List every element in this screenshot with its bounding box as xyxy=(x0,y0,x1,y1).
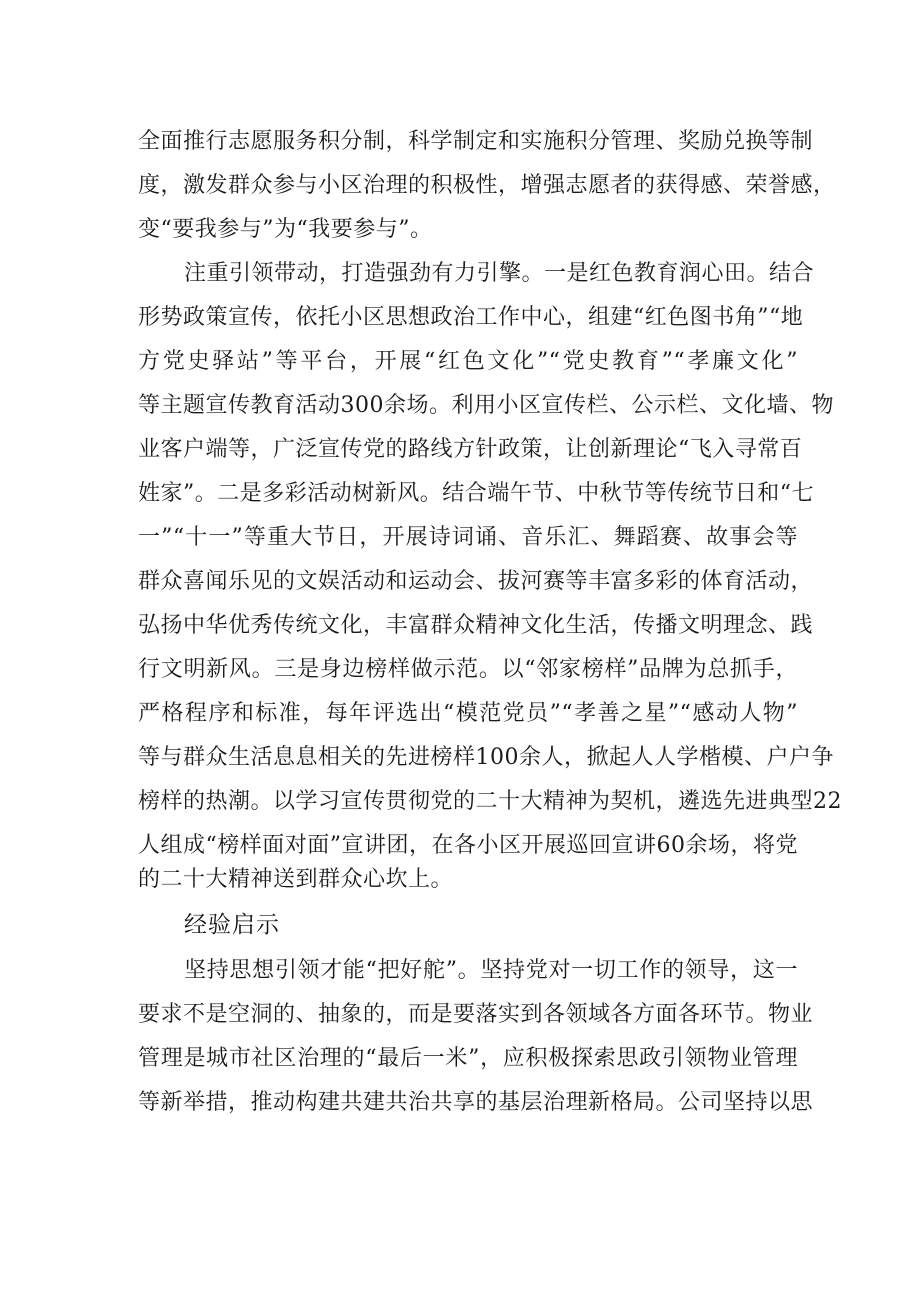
paragraph-3-line-4: 等新举措，推动构建共建共治共享的基层治理新格局。公司坚持以思 xyxy=(138,1090,814,1115)
paragraph-2-line-11: 严格程序和标准，每年评选出“模范党员”“孝善之星”“感动人物” xyxy=(138,701,798,726)
paragraph-2-line-1: 注重引领带动，打造强劲有力引擎。一是红色教育润心田。结合 xyxy=(184,261,815,286)
paragraph-2-line-7: 一”“十一”等重大节日，开展诗词诵、音乐汇、舞蹈赛、故事会等 xyxy=(138,525,798,550)
paragraph-2-line-10: 行文明新风。三是身边榜样做示范。以“邻家榜样”品牌为总抓手， xyxy=(138,657,798,682)
paragraph-2-line-2: 形势政策宣传，依托小区思想政治工作中心，组建“红色图书角”“地 xyxy=(138,305,804,330)
section-heading: 经验启示 xyxy=(184,912,280,938)
paragraph-2-line-13: 榜样的热潮。以学习宣传贯彻党的二十大精神为契机，遴选先进典型22 xyxy=(138,789,842,814)
paragraph-2-line-9: 弘扬中华优秀传统文化，丰富群众精神文化生活，传播文明理念、践 xyxy=(138,613,814,638)
paragraph-2-line-12: 等与群众生活息息相关的先进榜样100余人，掀起人人学楷模、户户争 xyxy=(138,745,834,770)
paragraph-3-line-2: 要求不是空洞的、抽象的，而是要落实到各领域各方面各环节。物业 xyxy=(138,1002,814,1027)
paragraph-1-line-2: 度，激发群众参与小区治理的积极性，增强志愿者的获得感、荣誉感， xyxy=(138,173,836,198)
paragraph-2-line-4: 等主题宣传教育活动300余场。利用小区宣传栏、公示栏、文化墙、物 xyxy=(138,393,834,418)
paragraph-2-line-8: 群众喜闻乐见的文娱活动和运动会、拔河赛等丰富多彩的体育活动， xyxy=(138,569,814,594)
paragraph-3-line-3: 管理是城市社区治理的“最后一米”，应积极探索思政引领物业管理 xyxy=(138,1046,798,1071)
paragraph-2-line-14: 人组成“榜样面对面”宣讲团，在各小区开展巡回宣讲60余场，将党 xyxy=(138,833,798,858)
paragraph-2-line-3: 方党史驿站”等平台，开展“红色文化”“党史教育”“孝廉文化” xyxy=(138,349,798,374)
paragraph-3-line-1: 坚持思想引领才能“把好舵”。坚持党对一切工作的领导，这一 xyxy=(184,958,798,983)
paragraph-2-line-5: 业客户端等，广泛宣传党的路线方针政策，让创新理论“飞入寻常百 xyxy=(138,437,803,462)
paragraph-2-line-6: 姓家”。二是多彩活动树新风。结合端午节、中秋节等传统节日和“七 xyxy=(138,481,814,506)
paragraph-1-line-3: 变“要我参与”为“我要参与”。 xyxy=(138,217,433,242)
paragraph-2-line-15: 的二十大精神送到群众心坎上。 xyxy=(138,867,454,892)
paragraph-1-line-1: 全面推行志愿服务积分制，科学制定和实施积分管理、奖励兑换等制 xyxy=(138,129,814,154)
